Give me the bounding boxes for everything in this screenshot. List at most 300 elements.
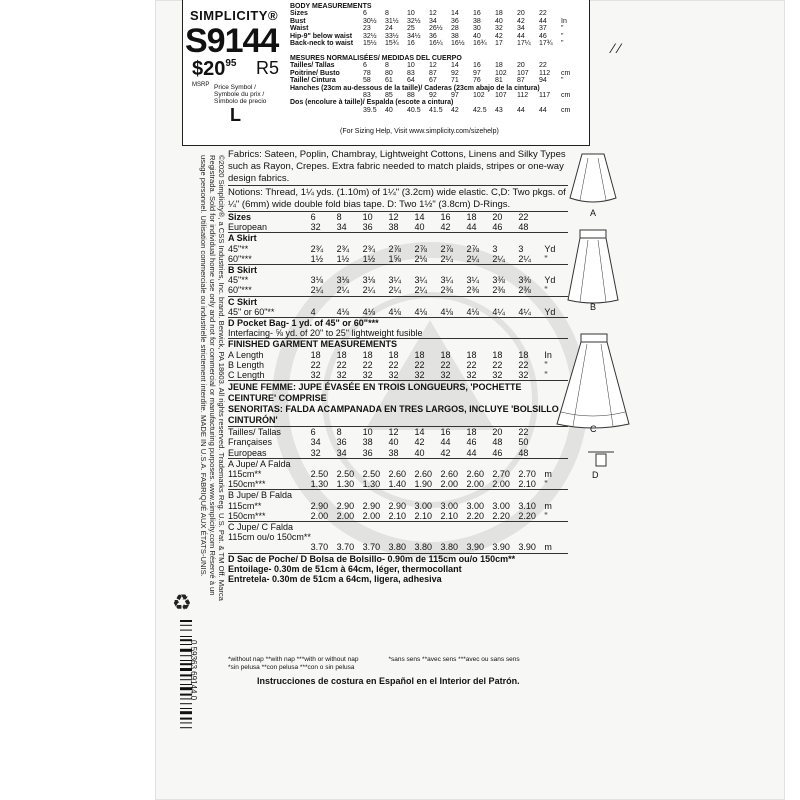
cell-unit: "	[544, 370, 548, 381]
measurement-value: 40	[385, 106, 393, 114]
cell-value: 22	[518, 212, 544, 223]
barcode-bar	[180, 630, 192, 631]
measurement-value: 14	[451, 10, 459, 18]
measurement-value: 46	[539, 32, 547, 40]
cell-value: 3¼	[414, 275, 428, 286]
measurement-value: 64	[407, 77, 415, 85]
measurement-value: 34	[429, 17, 437, 25]
cell-value: 2.00	[362, 510, 381, 521]
figure-a-label: A	[590, 208, 597, 218]
cell-value: 32	[310, 370, 321, 381]
cell-value: 3.00	[414, 500, 433, 511]
measurement-label: Taille/ Cintura	[290, 77, 336, 85]
row-label: 60"***	[228, 253, 252, 264]
measurement-value: 85	[385, 92, 393, 100]
footnote-es: *sin pelusa **con pelusa ***con o sin pelusa	[228, 664, 355, 671]
row-label: Interfacing- ⅝ yd. of 20" to 25" lightweight fusible	[228, 328, 423, 339]
measurement-label: Hip-9" below waist	[290, 32, 353, 40]
measurement-value: 88	[407, 92, 415, 100]
cell-value: 2.20	[518, 510, 536, 521]
measurement-value: 61	[385, 77, 393, 85]
cell-value: 2⅞	[440, 243, 453, 254]
cell-value: 6	[311, 427, 337, 438]
cell-value: 14	[415, 212, 441, 223]
measurement-row	[290, 85, 583, 92]
pattern-number: S9144	[185, 22, 279, 60]
cell-value: 2.60	[466, 469, 484, 480]
measurement-value: 42	[451, 106, 459, 114]
measurement-value: 76	[473, 77, 481, 85]
measurement-value: 30½	[363, 17, 377, 25]
cell-unit: In	[544, 349, 552, 360]
measurement-value: 38	[473, 17, 481, 25]
cell-value: 2.50	[336, 469, 355, 480]
measurement-value: 40.5	[407, 106, 421, 114]
metric-yardage-row	[228, 501, 568, 511]
measurement-row	[290, 25, 583, 32]
cell-value: 2.20	[492, 510, 510, 521]
row-label: 45"**	[228, 275, 249, 286]
measurement-label	[290, 107, 363, 114]
mesures-normalisees	[290, 55, 583, 114]
measurement-value: 97	[473, 69, 481, 77]
measurement-value: 80	[385, 69, 393, 77]
cell-unit	[544, 212, 568, 223]
cell-value: 3⅛	[336, 275, 350, 286]
row-label: C Length	[228, 370, 265, 381]
measurement-value: 44	[539, 106, 547, 114]
yardage-row	[228, 254, 568, 265]
measurement-value: 44	[539, 17, 547, 25]
cell-value: 2⅞	[466, 243, 479, 254]
measurement-value: 18	[495, 62, 503, 70]
cell-value: 4¼	[518, 306, 531, 317]
cell-value: 22	[388, 359, 399, 370]
cell-unit: "	[544, 285, 548, 296]
measurement-value: 42	[517, 17, 525, 25]
cell-value: 2.60	[388, 469, 407, 480]
measurement-value: 16¾	[473, 40, 487, 48]
measurement-value: 15½	[363, 40, 377, 48]
finished-measurements-table	[228, 338, 568, 380]
cell-value: 2.00	[310, 510, 329, 521]
cell-unit: m	[544, 500, 552, 511]
row-label: D Pocket Bag- 1 yd. of 45" or 60"***	[228, 318, 568, 329]
cell-value: 2¾	[362, 243, 376, 254]
cell-value: 2⅞	[414, 243, 428, 254]
cell-value: 4	[310, 306, 316, 317]
view-title-row	[228, 522, 568, 533]
pocket-bag-row	[228, 318, 568, 329]
measurement-row	[290, 62, 583, 69]
cell-value: 38	[388, 447, 399, 458]
measurement-row	[290, 33, 583, 40]
cell-value: 2.00	[466, 479, 484, 490]
measurement-value: 87	[517, 77, 525, 85]
measurement-value: 42.5	[473, 106, 487, 114]
row-label: A Length	[228, 349, 264, 360]
figure-a-skirt	[568, 150, 618, 210]
view-title-row	[228, 296, 568, 307]
row-label: 150cm***	[228, 510, 266, 521]
recycle-icon: ♻	[172, 590, 192, 615]
finished-heading-row	[228, 339, 568, 350]
cell-value: 3¼	[388, 275, 402, 286]
measurement-value: 22	[539, 10, 547, 18]
cell-value: 2.70	[518, 469, 536, 480]
entretela-row	[228, 574, 568, 584]
cell-value: 2⅞	[388, 243, 402, 254]
row-label: A Jupe/ A Falda	[228, 458, 568, 469]
barcode-number: 0 59363 69144 0	[189, 640, 198, 701]
cell-value: 1.40	[388, 479, 407, 490]
cell-value: 2.90	[362, 500, 381, 511]
measurement-value: 15¾	[385, 40, 399, 48]
cell-value: 22	[518, 359, 529, 370]
measurement-value: 25	[407, 25, 415, 33]
barcode-bar	[180, 636, 192, 637]
measurement-value: 32½	[407, 17, 421, 25]
cell-value: 3.70	[362, 542, 381, 553]
measurement-value: 107	[517, 69, 529, 77]
measurement-unit: In	[561, 17, 567, 25]
cell-value: 3.00	[492, 500, 510, 511]
cell-value: 4⅛	[414, 306, 428, 317]
measurement-label: Tailles/ Tallas	[290, 62, 335, 70]
footnote-en: *without nap **with nap ***with or without nap	[228, 656, 359, 663]
yardage-row	[228, 307, 568, 318]
cell-value: 2.90	[310, 500, 329, 511]
fabrics-text: Fabrics: Sateen, Poplin, Chambray, Lightweight Cottons, Linens and Silky Types such as Rayon, Crepes. Extra fabric needed to match plaids, stripes or one-way design fabrics.	[228, 149, 566, 184]
cell-value: 46	[466, 437, 477, 448]
row-label: B Skirt	[228, 265, 568, 276]
cell-value: 2¼	[518, 253, 531, 264]
cell-unit: m	[544, 469, 552, 480]
cell-value: 2.90	[388, 500, 407, 511]
notions-text: Notions: Thread, 1¼ yds. (1.10m) of 1¼" (3.2cm) wide elastic. C,D: Two pkgs. of ¼" (6mm) wide double fold bias tape. D: Two 1½" (3.8cm) D-Rings.	[228, 185, 568, 211]
measurement-row	[290, 92, 583, 99]
measurement-value: 92	[429, 92, 437, 100]
footnote-fr: *sans sens **avec sens ***avec ou sans sens	[388, 656, 520, 663]
cell-value: 20	[492, 212, 518, 223]
cell-value: 3	[518, 243, 524, 254]
cell-value: 2.50	[362, 469, 381, 480]
measurement-value: 16	[473, 10, 481, 18]
cell-value: 2¾	[336, 243, 350, 254]
cell-value: 18	[466, 427, 492, 438]
cell-value: 42	[414, 437, 425, 448]
row-label	[228, 542, 311, 553]
measurement-value: 38	[451, 32, 459, 40]
row-label: A Skirt	[228, 233, 568, 244]
measurement-label: Hanches (23cm au-dessous de la taille)/ Caderas (23cm abajo de la cintura)	[290, 84, 540, 92]
cell-value: 36	[362, 222, 373, 233]
cell-value: 3.00	[440, 500, 458, 511]
measurement-label: Back-neck to waist	[290, 40, 354, 48]
cell-value: 2.00	[440, 479, 458, 490]
figure-d-label: D	[592, 470, 599, 480]
measurement-value: 97	[451, 92, 459, 100]
measurement-label	[290, 92, 363, 99]
view-title-row	[228, 233, 568, 244]
price: $\$20^{95}$	[192, 58, 237, 80]
cell-value: 44	[466, 447, 477, 458]
row-label: B Jupe/ B Falda	[228, 490, 568, 501]
cell-value: 2.70	[492, 469, 510, 480]
row-label: C Jupe/ C Falda	[228, 522, 568, 533]
measurement-value: 10	[407, 62, 415, 70]
cell-value: 8	[337, 212, 363, 223]
measurement-row	[290, 10, 583, 17]
figure-c-label: C	[590, 424, 597, 434]
cell-value: 32	[518, 370, 529, 381]
cell-value: 22	[440, 359, 451, 370]
cell-value: 32	[310, 222, 321, 233]
cell-unit: "	[544, 253, 548, 264]
cell-value: 44	[466, 222, 477, 233]
cell-value: 46	[492, 447, 503, 458]
cell-value: 50	[518, 437, 529, 448]
measurement-unit	[561, 10, 583, 17]
cell-value: 2⅛	[414, 253, 428, 264]
cell-value: 44	[440, 437, 451, 448]
metric-yardage-row	[228, 532, 568, 542]
measurement-value: 36	[451, 17, 459, 25]
cell-value: 3¼	[440, 275, 453, 286]
row-label: D Sac de Poche/ D Bolsa de Bolsillo- 0.90m de 115cm ou/o 150cm**	[228, 553, 568, 564]
measurement-value: 71	[451, 77, 459, 85]
cell-value: 32	[388, 370, 399, 381]
cell-value: 3.70	[336, 542, 355, 553]
measurement-value: 87	[429, 69, 437, 77]
cell-value: 4⅛	[388, 306, 402, 317]
cell-value: 32	[492, 370, 503, 381]
cell-value: 3.80	[440, 542, 458, 553]
cell-value: 38	[388, 222, 399, 233]
cell-value: 2¼	[336, 285, 350, 296]
cell-value: 18	[466, 212, 492, 223]
cell-value: 40	[414, 222, 425, 233]
cell-value: 2.60	[414, 469, 433, 480]
cell-value: 1.90	[414, 479, 433, 490]
cell-value: 22	[414, 359, 425, 370]
sizing-help-text: (For Sizing Help, Visit www.simplicity.com/sizehelp)	[340, 128, 499, 135]
cell-value: 18	[518, 349, 529, 360]
tailles-row	[228, 427, 568, 438]
cell-unit: Yd	[544, 243, 556, 254]
cell-value: 20	[492, 427, 518, 438]
measurement-value: 33½	[385, 32, 399, 40]
measurement-value: 112	[517, 92, 529, 100]
cell-value: 38	[362, 437, 373, 448]
european-row	[228, 222, 568, 233]
main-content	[228, 150, 568, 584]
cell-value: 1½	[310, 253, 324, 264]
cell-unit: "	[544, 359, 548, 370]
cell-value: 2.90	[336, 500, 355, 511]
cell-value: 2¼	[388, 285, 402, 296]
cell-value: 10	[363, 427, 389, 438]
measurement-value: 112	[539, 69, 551, 77]
cell-value: 2¼	[414, 285, 428, 296]
cell-value: 22	[466, 359, 477, 370]
cell-value: 4¼	[492, 306, 505, 317]
cell-value: 1.30	[336, 479, 355, 490]
cell-unit	[544, 222, 568, 233]
sizes-row	[228, 212, 568, 223]
entoilage-row	[228, 564, 568, 574]
finished-row	[228, 360, 568, 370]
measurement-value: 20	[517, 10, 525, 18]
measurement-value: 32½	[363, 32, 377, 40]
cell-value: 2.10	[414, 510, 433, 521]
measurement-value: 14	[451, 62, 459, 70]
cell-unit: Yd	[544, 306, 556, 317]
row-label: 115cm ou/o 150cm**	[228, 532, 311, 543]
cell-value: 3¼	[466, 275, 479, 286]
finished-row	[228, 370, 568, 380]
row-label: Françaises	[228, 437, 273, 448]
cell-value: 32	[466, 370, 477, 381]
finished-row	[228, 350, 568, 360]
measurement-unit: "	[561, 32, 564, 40]
row-label: 115cm**	[228, 500, 262, 511]
measurement-value: 43	[495, 106, 503, 114]
copyright-text: ©2020 Simplicity®, a CSS Industries, Inc. brand. Berwick, PA 18603. All rights reserved. Trademarks Reg. U.S. Pat. & TM Off. Marca Registrada. Sold for individual home use only and not for commercial or manufacturing purposes. www.simplicity.com Réservé à un usage personnel. Utilisation commerciale ou industrielle strictement interdite. MADE IN U.S.A. FABRIQUÉ AUX ÉTATS-UNIS.	[198, 155, 226, 601]
cell-value: 2⅜	[466, 285, 479, 296]
row-label: 45"**	[228, 243, 249, 254]
cell-value: 2.50	[310, 469, 329, 480]
row-label: 115cm**	[228, 469, 262, 480]
msrp-label: MSRP	[192, 82, 210, 88]
measurement-value: 8	[385, 10, 389, 18]
cell-value: 1½	[336, 253, 350, 264]
measurement-value: 28	[451, 25, 459, 33]
measurement-value: 32	[495, 25, 503, 33]
measurement-value: 40	[473, 32, 481, 40]
figure-b-skirt	[566, 228, 620, 308]
row-label: Sizes	[228, 212, 311, 223]
cell-value: 2.20	[466, 510, 484, 521]
measurement-unit: "	[561, 77, 564, 85]
measurement-unit: "	[561, 25, 564, 33]
cell-value: 8	[337, 427, 363, 438]
measurement-value: 26½	[429, 25, 443, 33]
cell-value: 4⅛	[362, 306, 376, 317]
cell-value: 2.10	[388, 510, 407, 521]
row-label: Europeas	[228, 447, 267, 458]
measurement-value: 37	[539, 25, 547, 33]
metric-yardage-row	[228, 479, 568, 490]
cell-value: 3.90	[466, 542, 484, 553]
cell-value: 3⅜	[492, 275, 505, 286]
measurement-value: 39.5	[363, 106, 377, 114]
mesures-heading: MESURES NORMALISÉES/ MEDIDAS DEL CUERPO	[290, 55, 462, 62]
interfacing-row	[228, 328, 568, 338]
measurement-value: 16½	[451, 40, 465, 48]
cell-value: 48	[518, 447, 529, 458]
cell-unit: "	[544, 510, 548, 521]
measurement-value: 6	[363, 62, 367, 70]
row-label: 150cm***	[228, 479, 266, 490]
cell-value: 2.60	[440, 469, 458, 480]
measurement-value: 92	[451, 69, 459, 77]
cell-unit: "	[544, 479, 548, 490]
cell-value: 18	[466, 349, 477, 360]
yardage-row	[228, 244, 568, 254]
measurement-value: 10	[407, 10, 415, 18]
barcode-bar	[180, 620, 192, 622]
cell-value: 3⅜	[518, 275, 531, 286]
measurement-value: 83	[407, 69, 415, 77]
view-title-row	[228, 265, 568, 276]
measurement-value: 107	[495, 92, 507, 100]
measurement-value: 36	[429, 32, 437, 40]
row-label: 60"***	[228, 285, 252, 296]
cell-value: 14	[415, 427, 441, 438]
measurement-value: 31½	[385, 17, 399, 25]
measurement-value: 6	[363, 10, 367, 18]
figure-d-pocket	[586, 448, 616, 474]
cell-value: 2.00	[492, 479, 510, 490]
cell-value: 12	[389, 212, 415, 223]
cell-value: 12	[389, 427, 415, 438]
cell-value: 16	[440, 427, 466, 438]
cell-value: 40	[414, 447, 425, 458]
cell-unit: Yd	[544, 275, 556, 286]
measurement-value: 16¼	[429, 40, 443, 48]
cell-value: 34	[310, 437, 321, 448]
cell-value: 3.70	[310, 542, 329, 553]
cell-value: 18	[310, 349, 321, 360]
cell-value: 22	[362, 359, 373, 370]
measurement-value: 81	[495, 77, 503, 85]
metric-yardage-row	[228, 542, 568, 553]
measurement-row	[290, 70, 583, 77]
cell-value: 36	[362, 447, 373, 458]
cell-value: 18	[362, 349, 373, 360]
measurement-row	[290, 99, 583, 106]
body-measurements-heading: BODY MEASUREMENTS	[290, 3, 372, 10]
measurement-value: 78	[363, 69, 371, 77]
row-label: Tailles/ Tallas	[228, 427, 311, 438]
body-measurements	[290, 3, 583, 47]
cell-value: 1.30	[362, 479, 381, 490]
cell-value: 3.90	[492, 542, 510, 553]
measurement-label: Waist	[290, 25, 309, 33]
cell-value: 32	[414, 370, 425, 381]
measurement-value: 24	[385, 25, 393, 33]
cell-value: 22	[310, 359, 321, 370]
price-letter: L	[230, 105, 241, 125]
measurement-value: 18	[495, 10, 503, 18]
measurement-label: Dos (encolure à taille)/ Espalda (escote a cintura)	[290, 99, 454, 107]
view-title-row	[228, 490, 568, 501]
measurement-unit: cm	[561, 106, 571, 114]
figure-b-label: B	[590, 302, 597, 312]
cell-value: 48	[492, 437, 503, 448]
cell-value: 34	[336, 447, 347, 458]
cell-value: 40	[388, 437, 399, 448]
cell-value: 3.00	[466, 500, 484, 511]
french-title-1: JEUNE FEMME: JUPE ÉVASÉE EN TROIS LONGUEURS, 'POCHETTE CEINTURE' COMPRISE	[228, 380, 568, 404]
measurement-value: 94	[539, 77, 547, 85]
row-label: C Skirt	[228, 296, 568, 307]
french-yardage-table	[228, 426, 568, 584]
row-label: Entretela- 0.30m de 51cm a 64cm, ligera, adhesiva	[228, 574, 442, 585]
cell-value: 3⅛	[362, 275, 376, 286]
cell-value: 2⅜	[440, 285, 453, 296]
